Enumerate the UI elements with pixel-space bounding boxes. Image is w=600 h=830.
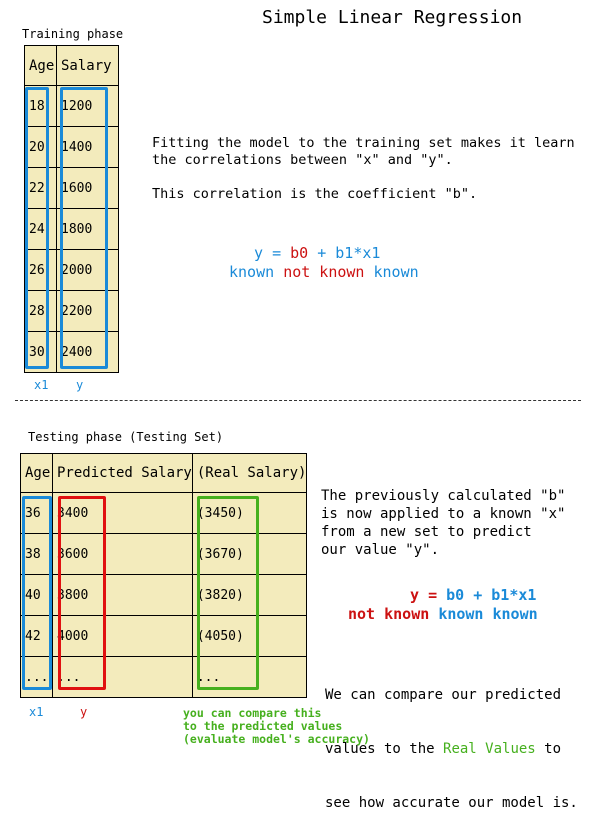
training-salary-cell: 2400 (57, 332, 119, 373)
testing-real-cell: (3820) (192, 575, 307, 616)
training-salary-cell: 1400 (57, 127, 119, 168)
y-highlight-training (60, 87, 108, 369)
testing-predicted-cell: 4000 (53, 616, 193, 657)
comparison-line2 (325, 740, 578, 758)
testing-age-cell: 36 (21, 493, 53, 534)
test-eq-b1x1: b1*x1 (491, 586, 537, 604)
training-x1-label: x1 (34, 378, 49, 392)
comparison-line2-post: to (535, 741, 562, 757)
testing-real-cell: (3450) (192, 493, 307, 534)
legend-known-x: known (373, 263, 419, 281)
training-age-cell: 24 (25, 209, 57, 250)
comparison-line3: see how accurate our model is. (325, 795, 578, 811)
test-legend-known-b: known (438, 605, 484, 623)
testing-col-real: (Real Salary) (192, 454, 307, 493)
training-salary-cell: 1600 (57, 168, 119, 209)
training-description-line1: Fitting the model to the training set makes it learn (152, 135, 575, 151)
testing-age-cell: 42 (21, 616, 53, 657)
testing-equation-legend (348, 605, 538, 623)
training-equation (254, 244, 380, 262)
training-salary-cell: 1800 (57, 209, 119, 250)
y-highlight-testing (58, 496, 106, 690)
testing-equation (410, 586, 536, 604)
eq-plus: + (317, 244, 327, 262)
training-col-salary: Salary (57, 46, 119, 86)
training-equation-legend (229, 263, 419, 281)
testing-real-cell: (3670) (192, 534, 307, 575)
eq-b0: b0 (290, 244, 309, 262)
training-age-cell: 26 (25, 250, 57, 291)
legend-not-known-b: not known (283, 263, 365, 281)
test-eq-b0: b0 (446, 586, 465, 604)
testing-predicted-cell: ... (53, 657, 193, 698)
comparison-line2-pre: values to the (325, 741, 444, 757)
training-age-cell: 20 (25, 127, 57, 168)
test-legend-not-known-y: not known (348, 605, 430, 623)
comparison-text (325, 650, 578, 830)
training-description-line2: the correlations between "x" and "y". (152, 152, 453, 168)
testing-description: The previously calculated "b" is now applied to a known "x" from a new set to predict our value "y". (321, 488, 566, 558)
real-values-term: Real Values (443, 741, 536, 757)
training-salary-cell: 1200 (57, 86, 119, 127)
testing-real-cell: ... (192, 657, 307, 698)
training-description-line3: This correlation is the coefficient "b". (152, 186, 478, 202)
test-eq-y: y (410, 586, 420, 604)
test-legend-known-x: known (492, 605, 538, 623)
x1-highlight-testing (22, 496, 52, 690)
test-eq-plus: + (473, 586, 483, 604)
legend-known-y: known (229, 263, 275, 281)
testing-col-age: Age (21, 454, 53, 493)
training-age-cell: 22 (25, 168, 57, 209)
testing-predicted-cell: 3600 (53, 534, 193, 575)
training-salary-cell: 2200 (57, 291, 119, 332)
training-salary-cell: 2000 (57, 250, 119, 291)
testing-col-predicted: Predicted Salary (53, 454, 193, 493)
testing-x1-label: x1 (29, 705, 44, 719)
testing-heading: Testing phase (Testing Set) (28, 430, 224, 444)
testing-y-label: y (80, 705, 88, 719)
page-title: Simple Linear Regression (262, 7, 523, 28)
testing-real-cell: (4050) (192, 616, 307, 657)
testing-age-cell: 40 (21, 575, 53, 616)
real-values-highlight (197, 496, 259, 690)
training-age-cell: 30 (25, 332, 57, 373)
testing-predicted-cell: 3800 (53, 575, 193, 616)
comparison-line1: We can compare our predicted (325, 687, 562, 703)
compare-note: you can compare this to the predicted values (evaluate model's accuracy) (183, 706, 370, 746)
testing-age-cell: 38 (21, 534, 53, 575)
eq-b1x1: b1*x1 (335, 244, 381, 262)
training-age-cell: 18 (25, 86, 57, 127)
eq-equals: = (272, 244, 282, 262)
section-divider (15, 400, 581, 401)
testing-age-cell: ... (21, 657, 53, 698)
eq-y: y (254, 244, 264, 262)
training-y-label: y (76, 378, 84, 392)
training-age-cell: 28 (25, 291, 57, 332)
testing-predicted-cell: 3400 (53, 493, 193, 534)
test-eq-equals: = (428, 586, 438, 604)
training-col-age: Age (25, 46, 57, 86)
x1-highlight-training (25, 87, 49, 369)
training-heading: Training phase (22, 27, 124, 41)
